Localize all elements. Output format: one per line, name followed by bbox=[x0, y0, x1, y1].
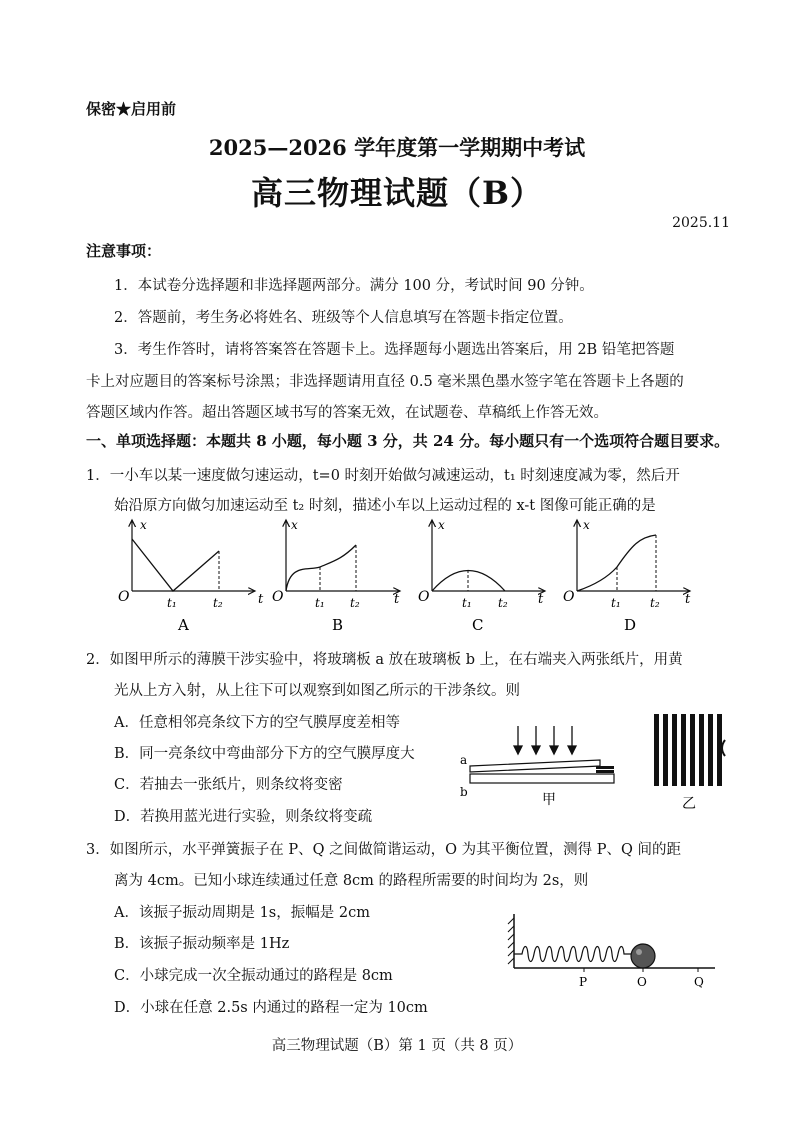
plate-b bbox=[470, 774, 614, 783]
axis-label: t bbox=[685, 592, 691, 607]
question-2-line-2: 光从上方入射，从上往下可以观察到如图乙所示的干涉条纹。则 bbox=[114, 683, 520, 699]
notice-line: 答题区域内作答。超出答题区域书写的答案无效，在试题卷、草稿纸上作答无效。 bbox=[86, 405, 608, 421]
label-o: O bbox=[637, 975, 647, 989]
tick-label: t₂ bbox=[650, 596, 660, 610]
notice-line: 卡上对应题目的答案标号涂黑；非选择题请用直径 0.5 毫米黑色墨水签字笔在答题卡上各题的 bbox=[86, 374, 684, 390]
q3-option-a[interactable]: A．该振子振动周期是 1s，振幅是 2cm bbox=[114, 905, 370, 921]
page-footer: 高三物理试题（B）第 1 页（共 8 页） bbox=[271, 1038, 523, 1054]
question-2-line-1: 2．如图甲所示的薄膜干涉实验中，将玻璃板 a 放在玻璃板 b 上，在右端夹入两张纸片，用黄 bbox=[86, 652, 683, 668]
tick-label: t₁ bbox=[611, 596, 621, 610]
confidential-mark: 保密★启用前 bbox=[86, 100, 177, 118]
label-p: P bbox=[579, 975, 588, 989]
q2-figure bbox=[460, 712, 730, 818]
tick-label: t₂ bbox=[498, 596, 508, 610]
q3-option-c[interactable]: C．小球完成一次全振动通过的路程是 8cm bbox=[114, 968, 393, 984]
label-jia: 甲 bbox=[542, 792, 556, 808]
axis-label: t bbox=[538, 592, 544, 607]
question-1-line-1: 1．一小车以某一速度做匀速运动，t=0 时刻开始做匀减速运动，t₁ 时刻速度减为零，然后开 bbox=[86, 468, 680, 484]
label-yi: 乙 bbox=[682, 796, 696, 812]
q2-option-d[interactable]: D．若换用蓝光进行实验，则条纹将变疏 bbox=[114, 809, 373, 825]
axis-label: x bbox=[438, 518, 445, 532]
tick-label: t₂ bbox=[213, 596, 223, 610]
question-3-line-1: 3．如图所示，水平弹簧振子在 P、Q 之间做简谐运动，O 为其平衡位置，测得 P、Q 间的距 bbox=[86, 842, 681, 858]
section-heading: 一、单项选择题：本题共 8 小题，每小题 3 分，共 24 分。每小题只有一个选项符合题目要求。 bbox=[86, 432, 730, 450]
graph-label: D bbox=[624, 616, 637, 634]
graph-c bbox=[418, 518, 545, 634]
origin-label: O bbox=[272, 589, 284, 605]
q3-option-b[interactable]: B．该振子振动频率是 1Hz bbox=[114, 936, 290, 952]
axis-label: x bbox=[291, 518, 298, 532]
interference-fringes bbox=[654, 714, 722, 786]
graph-label: B bbox=[332, 616, 344, 634]
paper-title: 高三物理试题（B） bbox=[250, 174, 544, 212]
notice-line: 3．考生作答时，请将答案答在答题卡上。选择题每小题选出答案后，用 2B 铅笔把答题 bbox=[114, 342, 675, 358]
axis-label: x bbox=[140, 518, 147, 532]
q2-option-b[interactable]: B．同一亮条纹中弯曲部分下方的空气膜厚度大 bbox=[114, 746, 415, 762]
exam-date: 2025.11 bbox=[672, 215, 730, 231]
graph-label: A bbox=[178, 616, 189, 634]
plate-a bbox=[470, 760, 600, 772]
axis-label: x bbox=[583, 518, 590, 532]
graph-b bbox=[272, 518, 400, 634]
graph-a bbox=[118, 518, 264, 634]
q3-option-d[interactable]: D．小球在任意 2.5s 内通过的路程一定为 10cm bbox=[114, 1000, 428, 1016]
tick-label: t₁ bbox=[167, 596, 177, 610]
exam-title: 2025—2026 学年度第一学期期中考试 bbox=[208, 135, 586, 160]
tick-label: t₁ bbox=[315, 596, 325, 610]
label-q: Q bbox=[694, 975, 704, 989]
origin-label: O bbox=[563, 589, 575, 605]
q3-spring-figure bbox=[500, 912, 730, 992]
question-3-line-2: 离为 4cm。已知小球连续通过任意 8cm 的路程所需要的时间均为 2s，则 bbox=[114, 873, 589, 889]
tick-label: t₁ bbox=[462, 596, 472, 610]
origin-label: O bbox=[118, 589, 130, 605]
axis-label: t bbox=[258, 592, 264, 607]
ball bbox=[631, 944, 655, 968]
notice-heading: 注意事项： bbox=[86, 242, 162, 260]
q2-option-a[interactable]: A．任意相邻亮条纹下方的空气膜厚度差相等 bbox=[114, 715, 400, 731]
tick-label: t₂ bbox=[350, 596, 360, 610]
notice-line: 1．本试卷分选择题和非选择题两部分。满分 100 分，考试时间 90 分钟。 bbox=[114, 278, 594, 294]
origin-label: O bbox=[418, 589, 430, 605]
label-a: a bbox=[460, 753, 468, 767]
axis-label: t bbox=[394, 592, 400, 607]
question-1-line-2: 始沿原方向做匀加速运动至 t₂ 时刻，描述小车以上运动过程的 x-t 图像可能正确的是 bbox=[114, 498, 656, 514]
q1-graphs bbox=[110, 515, 710, 640]
graph-label: C bbox=[472, 616, 484, 634]
graph-d bbox=[563, 518, 691, 634]
spring bbox=[514, 947, 632, 962]
q2-option-c[interactable]: C．若抽去一张纸片，则条纹将变密 bbox=[114, 777, 343, 793]
label-b: b bbox=[460, 785, 468, 799]
notice-line: 2．答题前，考生务必将姓名、班级等个人信息填写在答题卡指定位置。 bbox=[114, 310, 573, 326]
